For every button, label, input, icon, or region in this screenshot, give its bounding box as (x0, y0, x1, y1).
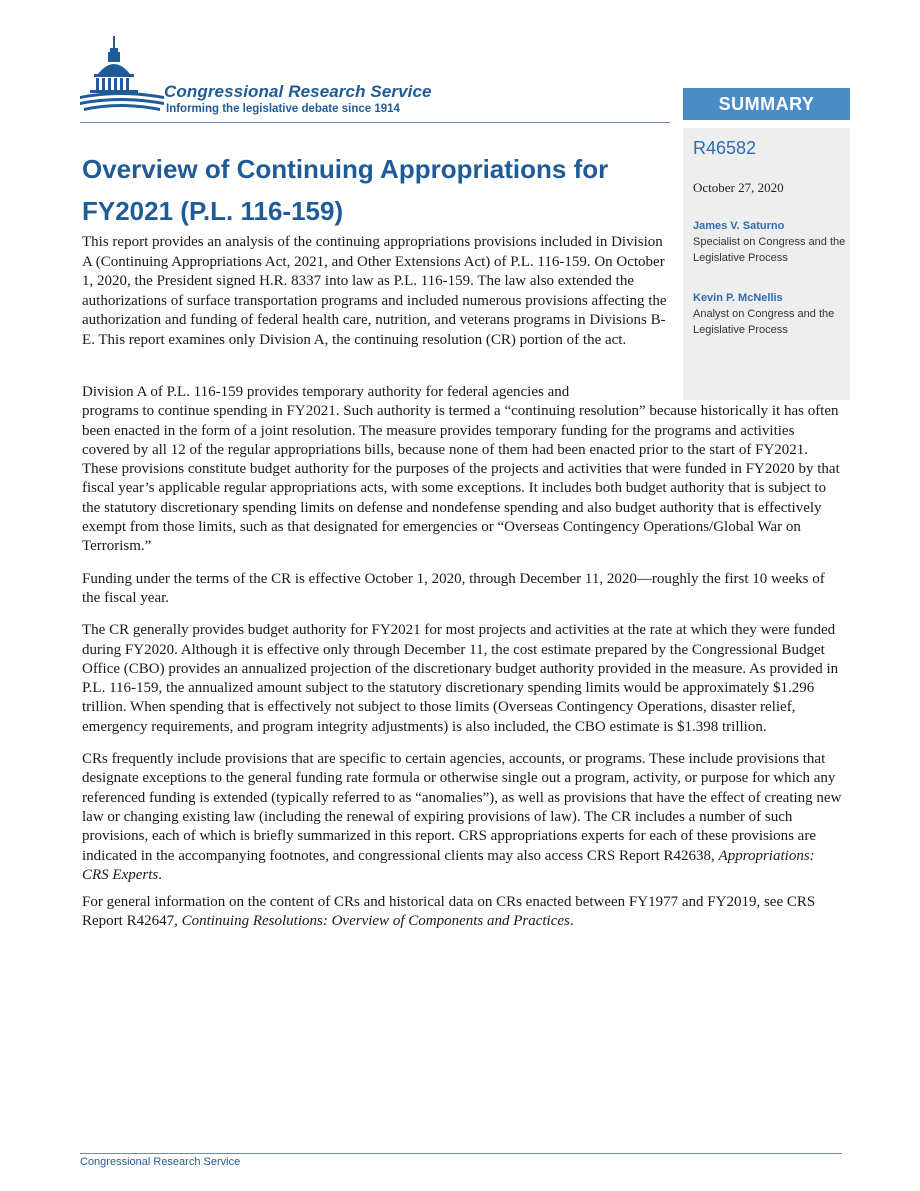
body-paragraph (82, 383, 844, 557)
org-name: Congressional Research Service (164, 82, 432, 101)
author-name: James V. Saturno (693, 220, 785, 232)
body-paragraph: The CR generally provides budget authority for FY2021 for most projects and activities at the rate at which they were funded during FY2020. Although it is effective only through December 11, the cost estimate prepared by the Congressional Budget Office (CBO) provides an annualized projection of the discretionary budget authority provided in the measure. As provided in P.L. 116-159, the annualized amount subject to the statutory discretionary spending limits would be approximately $1.296 trillion. When spending that is effectively not subject to those limits (Overseas Contingency Operations, disaster relief, emergency requirements, and program integrity adjustments) is also included, the CBO estimate is $1.398 trillion. (82, 622, 839, 735)
footer-text: Congressional Research Service (80, 1156, 241, 1168)
capitol-dome-icon (80, 34, 164, 122)
summary-tab: SUMMARY (683, 88, 850, 120)
footer-divider (80, 1153, 842, 1154)
author-block (693, 290, 848, 338)
summary-sidebar (683, 128, 850, 400)
paragraph-text: . (158, 866, 162, 883)
paragraph-text: . (569, 913, 574, 930)
body-paragraph (82, 893, 844, 932)
report-date: October 27, 2020 (693, 180, 784, 195)
report-body (82, 383, 844, 945)
author-title: Specialist on Congress and the Legislative Process (693, 236, 846, 264)
paragraph-text: programs to continue spending in FY2021. Such authority is termed a “continuing resolution” because historically it has often been enacted in the form of a joint resolution. The measure provides temporary funding for the programs and activities covered by all 12 of the regular appropriations bills, because none of them had been enacted prior to the start of FY2021. These provisions constitute budget authority for the purposes of the projects and activities that were funded in FY2020 by that fiscal year’s applicable regular appropriations acts, with some exceptions. It includes both budget authority that is subject to the statutory discretionary spending limits on defense and nondefense spending and also budget authority that is effectively exempt from those limits, such as that designated for emergencies or “Overseas Contingency Operations/Global War on Terrorism.” (82, 403, 840, 555)
crs-logo (80, 34, 480, 124)
paragraph-text: Division A of P.L. 116-159 provides temporary authority for federal agencies and (82, 384, 570, 400)
paragraph-text: For general information on the content of CRs and historical data on CRs enacted between FY1977 and FY2019, see CRS Report R42647, (82, 894, 816, 930)
body-paragraph (82, 750, 844, 885)
author-block (693, 218, 848, 266)
header-divider (80, 122, 670, 123)
author-title: Analyst on Congress and the Legislative Process (693, 308, 835, 336)
report-citation: Continuing Resolutions: Overview of Components and Practices (181, 913, 570, 930)
report-citation: Appropriations: CRS Experts (82, 847, 815, 883)
author-name: Kevin P. McNellis (693, 292, 783, 304)
org-tagline: Informing the legislative debate since 1914 (166, 103, 400, 115)
report-title: Overview of Continuing Appropriations for FY2021 (P.L. 116-159) (82, 154, 609, 226)
intro-paragraph: This report provides an analysis of the continuing appropriations provisions included in Division A (Continuing Appropriations Act, 2021, and Other Extensions Act) of P.L. 116-159. On October 1, 2020, the President signed H.R. 8337 into law as P.L. 116-159. The law also extended the authorizations of surface transportation programs and included numerous provisions affecting the authorization and funding of federal health care, nutrition, and veterans programs in Divisions B-E. This report examines only Division A, the continuing resolution (CR) portion of the act. (82, 234, 667, 348)
body-paragraph: Funding under the terms of the CR is effective October 1, 2020, through December 11, 2020—roughly the first 10 weeks of the fiscal year. (82, 570, 825, 606)
report-number: R46582 (693, 138, 757, 158)
paragraph-text: CRs frequently include provisions that are specific to certain agencies, accounts, or programs. These include provisions that designate exceptions to the general funding rate formula or otherwise single out a program, activity, or purpose for which any referenced funding is extended (typically referred to as “anomalies”), as well as provisions that have the effect of creating new law or changing existing law (including the renewal of expiring provisions of law). The CR includes a number of such provisions, each of which is briefly summarized in this report. CRS appropriations experts for each of these provisions are indicated in the accompanying footnotes, and congressional clients may also access CRS Report R42638, (82, 751, 842, 864)
